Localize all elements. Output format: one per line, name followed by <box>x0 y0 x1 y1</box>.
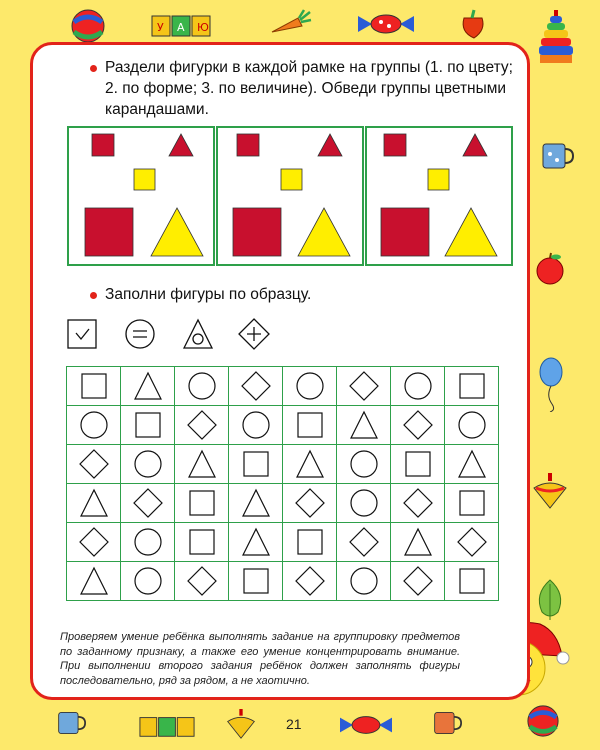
grid-cell[interactable] <box>67 484 121 523</box>
shape-frame-1 <box>67 126 215 266</box>
circle-shape <box>241 410 271 440</box>
grid-cell[interactable] <box>337 406 391 445</box>
grid-cell[interactable] <box>337 367 391 406</box>
grid-cell[interactable] <box>391 484 445 523</box>
triangle-shape <box>457 449 487 479</box>
diamond-shape <box>349 371 379 401</box>
circle-shape <box>295 371 325 401</box>
circle-shape <box>403 371 433 401</box>
grid-cell[interactable] <box>337 445 391 484</box>
grid-cell[interactable] <box>445 406 499 445</box>
circle-shape <box>349 566 379 596</box>
square-shape <box>295 527 325 557</box>
square-shape <box>79 371 109 401</box>
grid-cell[interactable] <box>121 445 175 484</box>
square-shape <box>133 410 163 440</box>
small-yellow-square <box>428 169 449 190</box>
legend-diamond-plus <box>238 318 270 350</box>
small-red-triangle <box>463 134 487 156</box>
square-shape <box>295 410 325 440</box>
triangle-shape <box>241 488 271 518</box>
grid-cell[interactable] <box>229 484 283 523</box>
abc-blocks-icon <box>150 10 212 40</box>
grid-cell[interactable] <box>229 367 283 406</box>
grid-cell[interactable] <box>175 523 229 562</box>
circle-shape <box>133 566 163 596</box>
diamond-shape <box>403 488 433 518</box>
grid-cell[interactable] <box>67 562 121 601</box>
grid-cell[interactable] <box>229 406 283 445</box>
triangle-shape <box>79 488 109 518</box>
grid-cell[interactable] <box>229 523 283 562</box>
svg-text:У: У <box>157 21 164 34</box>
triangle-shape <box>349 410 379 440</box>
grid-cell[interactable] <box>175 406 229 445</box>
legend-circle-equals <box>124 318 156 350</box>
diamond-shape <box>295 566 325 596</box>
candy-icon <box>338 712 394 738</box>
balloon-icon <box>536 356 566 412</box>
grid-cell[interactable] <box>445 367 499 406</box>
grid-cell[interactable] <box>175 484 229 523</box>
square-shape <box>457 566 487 596</box>
grid-cell[interactable] <box>67 367 121 406</box>
diamond-shape <box>241 371 271 401</box>
triangle-shape <box>187 449 217 479</box>
square-shape <box>403 449 433 479</box>
grid-cell[interactable] <box>337 523 391 562</box>
big-yellow-triangle <box>445 208 497 256</box>
circle-shape <box>349 449 379 479</box>
grid-cell[interactable] <box>445 484 499 523</box>
square-shape <box>457 488 487 518</box>
grid-row <box>67 484 499 523</box>
abc-blocks-icon <box>136 712 198 740</box>
circle-shape <box>133 449 163 479</box>
grid-cell[interactable] <box>67 445 121 484</box>
grid-cell[interactable] <box>445 523 499 562</box>
carrot-icon <box>268 8 312 38</box>
grid-row <box>67 562 499 601</box>
small-red-square <box>237 134 259 156</box>
svg-text:А: А <box>177 21 185 34</box>
big-red-square <box>233 208 281 256</box>
grid-cell[interactable] <box>175 562 229 601</box>
grid-cell[interactable] <box>175 367 229 406</box>
small-red-triangle <box>318 134 342 156</box>
triangle-shape <box>133 371 163 401</box>
grid-cell[interactable] <box>337 484 391 523</box>
diamond-shape <box>403 566 433 596</box>
grid-cell[interactable] <box>445 562 499 601</box>
grid-cell[interactable] <box>391 523 445 562</box>
grid-cell[interactable] <box>445 445 499 484</box>
candy-icon <box>356 10 416 38</box>
grid-cell[interactable] <box>121 367 175 406</box>
square-shape <box>241 449 271 479</box>
square-shape <box>241 566 271 596</box>
grid-cell[interactable] <box>121 484 175 523</box>
diamond-shape <box>187 410 217 440</box>
mug-icon <box>432 708 462 738</box>
task2-text: Заполни фигуры по образцу. <box>105 286 312 303</box>
circle-shape <box>187 371 217 401</box>
ball-icon <box>70 8 106 44</box>
diamond-shape <box>79 527 109 557</box>
big-red-square <box>85 208 133 256</box>
small-yellow-square <box>281 169 302 190</box>
grid-cell[interactable] <box>283 445 337 484</box>
triangle-shape <box>403 527 433 557</box>
grid-cell[interactable] <box>229 445 283 484</box>
diamond-shape <box>349 527 379 557</box>
circle-shape <box>349 488 379 518</box>
grid-cell[interactable] <box>175 445 229 484</box>
grid-cell[interactable] <box>283 484 337 523</box>
legend-triangle-circle <box>182 318 214 350</box>
task1-bullet <box>90 65 97 72</box>
grid-cell[interactable] <box>121 406 175 445</box>
shape-frame-2 <box>216 126 364 266</box>
circle-shape <box>79 410 109 440</box>
spinning-top-icon <box>226 708 256 740</box>
task2-bullet <box>90 292 97 299</box>
diamond-shape <box>457 527 487 557</box>
circle-shape <box>457 410 487 440</box>
grid-cell[interactable] <box>391 562 445 601</box>
small-red-square <box>92 134 114 156</box>
grid-row <box>67 406 499 445</box>
grid-cell[interactable] <box>67 523 121 562</box>
diamond-shape <box>295 488 325 518</box>
ball-icon <box>526 704 560 738</box>
mug-icon <box>56 708 86 738</box>
grid-row <box>67 523 499 562</box>
svg-text:Ю: Ю <box>197 21 209 34</box>
big-yellow-triangle <box>298 208 350 256</box>
square-shape <box>457 371 487 401</box>
square-shape <box>187 488 217 518</box>
diamond-shape <box>79 449 109 479</box>
diamond-shape <box>133 488 163 518</box>
task1-text: Раздели фигурки в каждой рамке на группы (1. по цвету; 2. по форме; 3. по величине). Обведи группы цветными карандашами. <box>105 59 513 118</box>
pepper-icon <box>458 8 488 40</box>
small-yellow-square <box>134 169 155 190</box>
grid-cell[interactable] <box>391 367 445 406</box>
spinning-top-icon <box>532 472 568 510</box>
circle-shape <box>133 527 163 557</box>
grid-cell[interactable] <box>283 523 337 562</box>
grid-cell[interactable] <box>283 562 337 601</box>
apple-icon <box>534 252 568 286</box>
legend-square-check <box>66 318 98 350</box>
shapes-grid <box>66 366 499 601</box>
grid-cell[interactable] <box>337 562 391 601</box>
big-red-square <box>381 208 429 256</box>
diamond-shape <box>403 410 433 440</box>
grid-cell[interactable] <box>391 406 445 445</box>
diamond-shape <box>187 566 217 596</box>
grid-cell[interactable] <box>391 445 445 484</box>
grid-cell[interactable] <box>229 562 283 601</box>
pyramid-toy-icon <box>536 8 576 68</box>
grid-row <box>67 367 499 406</box>
small-red-square <box>384 134 406 156</box>
parent-note: Проверяем умение ребёнка выполнять задание на группировку предметов по заданному признаку, а также его умение концентрировать внимание. При выполнении второго задания ребёнок должен заполнять фигуры последовательно, ряд за рядом, а не хаотично. <box>60 631 460 687</box>
grid-cell[interactable] <box>283 406 337 445</box>
grid-cell[interactable] <box>121 523 175 562</box>
grid-cell[interactable] <box>283 367 337 406</box>
shape-frame-3 <box>365 126 513 266</box>
big-yellow-triangle <box>151 208 203 256</box>
small-red-triangle <box>169 134 193 156</box>
grid-row <box>67 445 499 484</box>
triangle-shape <box>295 449 325 479</box>
grid-cell[interactable] <box>121 562 175 601</box>
mug-icon <box>540 140 574 172</box>
grid-cell[interactable] <box>67 406 121 445</box>
page-number: 21 <box>286 716 302 732</box>
triangle-shape <box>79 566 109 596</box>
triangle-shape <box>241 527 271 557</box>
square-shape <box>187 527 217 557</box>
